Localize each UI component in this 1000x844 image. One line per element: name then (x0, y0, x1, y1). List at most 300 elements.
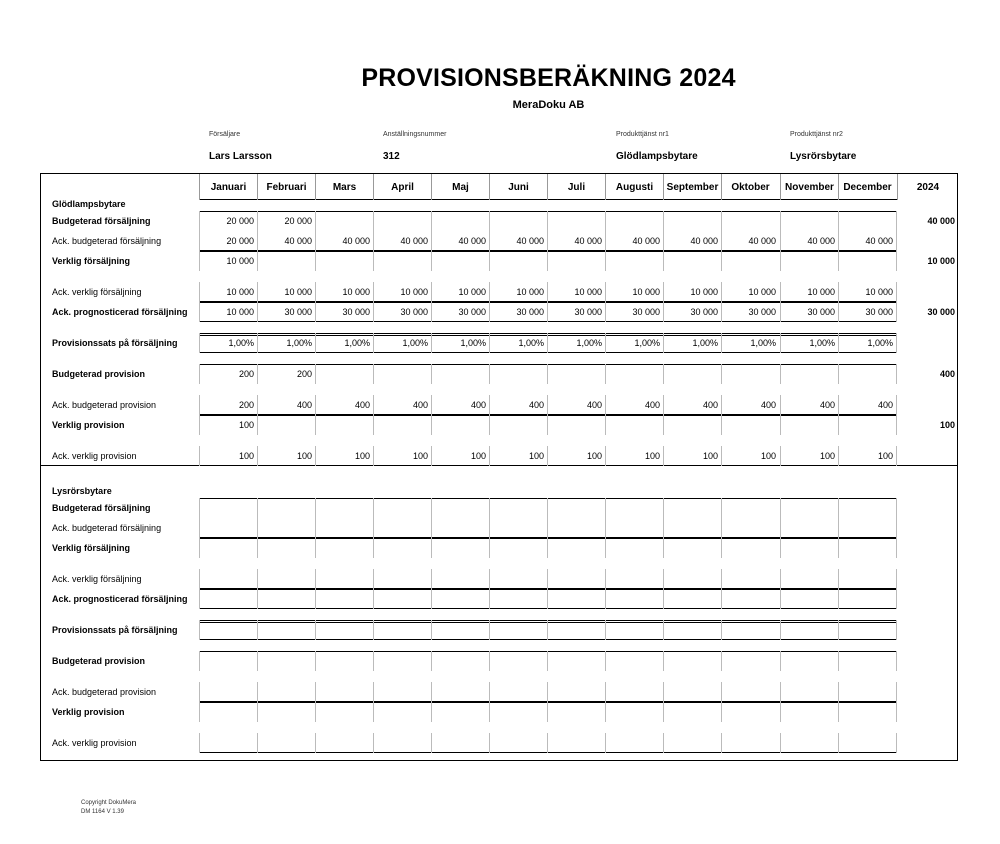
table-cell[interactable]: 10 000 (632, 287, 660, 297)
cell-separator (373, 733, 374, 753)
cell-separator (721, 569, 722, 589)
cell-separator (315, 682, 316, 702)
cell-separator (663, 682, 664, 702)
cell-separator (780, 620, 781, 640)
month-header: September (663, 174, 721, 200)
cell-separator (838, 569, 839, 589)
cell-separator (489, 569, 490, 589)
table-cell[interactable]: 20 000 (226, 236, 254, 246)
cell-separator (547, 538, 548, 558)
table-cell[interactable]: 1,00% (809, 338, 835, 348)
cell-separator (721, 651, 722, 671)
cell-separator (489, 251, 490, 271)
row-label: Ack. prognosticerad försäljning (52, 307, 188, 317)
cell-separator (605, 538, 606, 558)
cell-separator (838, 415, 839, 435)
cell-separator (721, 589, 722, 609)
table-cell[interactable]: 30 000 (807, 307, 835, 317)
row-total: 400 (939, 369, 955, 379)
cell-separator (780, 211, 781, 231)
table-cell[interactable]: 400 (354, 400, 370, 410)
cell-separator (547, 498, 548, 518)
table-cell[interactable]: 10 000 (574, 287, 602, 297)
cell-separator (605, 733, 606, 753)
row-label: Verklig försäljning (52, 256, 131, 266)
cell-separator (373, 589, 374, 609)
cell-separator (780, 702, 781, 722)
month-header: April (373, 174, 431, 200)
cell-separator (489, 498, 490, 518)
cell-separator (896, 589, 897, 609)
cell-separator (431, 733, 432, 753)
table-cell[interactable]: 400 (819, 400, 835, 410)
cell-separator (780, 364, 781, 384)
row-label: Provisionssats på försäljning (52, 625, 178, 635)
cell-separator (838, 538, 839, 558)
copyright-line: Copyright DokuMera (81, 800, 137, 806)
cell-separator (780, 498, 781, 518)
table-cell[interactable]: 30 000 (400, 307, 428, 317)
month-header: December (838, 174, 896, 200)
cell-separator (373, 518, 374, 538)
cell-separator (373, 211, 374, 231)
company-name: MeraDoku AB (512, 99, 585, 111)
table-cell[interactable]: 400 (644, 400, 660, 410)
cell-separator (199, 702, 200, 722)
cell-separator (663, 702, 664, 722)
cell-separator (605, 682, 606, 702)
cell-separator (315, 498, 316, 518)
cell-separator (838, 211, 839, 231)
table-row (199, 651, 897, 671)
cell-separator (780, 569, 781, 589)
table-cell[interactable]: 10 000 (342, 287, 370, 297)
cell-separator (431, 251, 432, 271)
cell-separator (663, 415, 664, 435)
table-cell[interactable]: 100 (644, 451, 660, 461)
table-cell[interactable]: 20 000 (284, 216, 312, 226)
table-cell[interactable]: 1,00% (867, 338, 893, 348)
table-cell[interactable]: 30 000 (516, 307, 544, 317)
table-cell[interactable]: 400 (760, 400, 776, 410)
cell-separator (547, 211, 548, 231)
table-cell[interactable]: 1,00% (460, 338, 486, 348)
cell-separator (257, 538, 258, 558)
cell-separator (373, 538, 374, 558)
cell-separator (896, 651, 897, 671)
info-value: Lysrörsbytare (790, 151, 857, 162)
row-total: 40 000 (927, 216, 955, 226)
table-cell[interactable]: 100 (412, 451, 428, 461)
table-cell[interactable]: 1,00% (518, 338, 544, 348)
table-cell[interactable]: 1,00% (402, 338, 428, 348)
table-cell[interactable]: 100 (296, 451, 312, 461)
cell-separator (315, 651, 316, 671)
cell-separator (780, 682, 781, 702)
cell-separator (838, 251, 839, 271)
month-header: November (780, 174, 838, 200)
table-cell[interactable]: 30 000 (865, 307, 893, 317)
table-cell[interactable]: 30 000 (458, 307, 486, 317)
cell-separator (896, 282, 897, 302)
cell-separator (489, 538, 490, 558)
table-row (199, 538, 897, 558)
cell-separator (315, 518, 316, 538)
cell-separator (721, 733, 722, 753)
table-cell[interactable]: 400 (702, 400, 718, 410)
cell-separator (489, 620, 490, 640)
cell-separator (838, 651, 839, 671)
cell-separator (663, 589, 664, 609)
cell-separator (721, 682, 722, 702)
table-row (199, 682, 897, 702)
table-cell[interactable]: 10 000 (690, 287, 718, 297)
table-cell[interactable]: 10 000 (226, 287, 254, 297)
row-total: 100 (939, 420, 955, 430)
table-cell[interactable]: 10 000 (226, 307, 254, 317)
cell-separator (257, 682, 258, 702)
cell-separator (547, 733, 548, 753)
table-row (199, 702, 897, 722)
section-title: Glödlampsbytare (52, 199, 126, 209)
cell-separator (199, 518, 200, 538)
cell-separator (431, 211, 432, 231)
table-row (199, 620, 897, 640)
cell-separator (257, 620, 258, 640)
table-cell[interactable]: 10 000 (400, 287, 428, 297)
table-cell[interactable]: 40 000 (284, 236, 312, 246)
cell-separator (199, 569, 200, 589)
table-cell[interactable]: 100 (586, 451, 602, 461)
cell-separator (489, 211, 490, 231)
cell-separator (489, 364, 490, 384)
cell-separator (780, 415, 781, 435)
row-label: Ack. verklig provision (52, 738, 137, 748)
cell-separator (373, 620, 374, 640)
cell-separator (315, 251, 316, 271)
info-label: Produkttjänst nr2 (790, 131, 843, 138)
cell-separator (896, 682, 897, 702)
cell-separator (199, 682, 200, 702)
table-cell[interactable]: 40 000 (632, 236, 660, 246)
cell-separator (663, 620, 664, 640)
table-cell[interactable]: 1,00% (750, 338, 776, 348)
cell-separator (489, 518, 490, 538)
table-cell[interactable]: 40 000 (865, 236, 893, 246)
table-row (199, 569, 897, 589)
month-header: Oktober (721, 174, 779, 200)
cell-separator (721, 415, 722, 435)
cell-separator (838, 702, 839, 722)
copyright-line: DM 1164 V 1.39 (81, 809, 124, 815)
table-cell[interactable]: 100 (819, 451, 835, 461)
cell-separator (780, 538, 781, 558)
cell-separator (547, 364, 548, 384)
cell-separator (896, 620, 897, 640)
row-label: Ack. verklig provision (52, 451, 137, 461)
cell-separator (489, 651, 490, 671)
cell-separator (605, 364, 606, 384)
table-cell[interactable]: 40 000 (574, 236, 602, 246)
table-cell[interactable]: 1,00% (286, 338, 312, 348)
cell-separator (257, 498, 258, 518)
cell-separator (605, 251, 606, 271)
cell-separator (315, 415, 316, 435)
cell-separator (663, 569, 664, 589)
table-cell[interactable]: 400 (296, 400, 312, 410)
cell-separator (489, 733, 490, 753)
table-cell[interactable]: 400 (877, 400, 893, 410)
table-cell[interactable]: 40 000 (400, 236, 428, 246)
cell-separator (199, 733, 200, 753)
cell-separator (721, 211, 722, 231)
cell-separator (780, 589, 781, 609)
table-cell[interactable]: 20 000 (226, 216, 254, 226)
table-cell[interactable]: 1,00% (344, 338, 370, 348)
cell-separator (547, 682, 548, 702)
cell-separator (431, 569, 432, 589)
table-cell[interactable]: 1,00% (634, 338, 660, 348)
cell-separator (547, 702, 548, 722)
info-label: Försäljare (209, 131, 241, 138)
cell-separator (896, 518, 897, 538)
table-row (199, 733, 897, 753)
table-cell[interactable]: 40 000 (342, 236, 370, 246)
table-row (199, 518, 897, 538)
cell-separator (431, 651, 432, 671)
cell-separator (315, 702, 316, 722)
table-cell[interactable]: 200 (296, 369, 312, 379)
table-cell[interactable]: 100 (877, 451, 893, 461)
month-header: Mars (315, 174, 373, 200)
cell-separator (547, 651, 548, 671)
cell-separator (896, 569, 897, 589)
cell-separator (663, 518, 664, 538)
cell-separator (431, 538, 432, 558)
cell-separator (663, 538, 664, 558)
cell-separator (663, 733, 664, 753)
table-cell[interactable]: 30 000 (748, 307, 776, 317)
table-cell[interactable]: 200 (238, 400, 254, 410)
cell-separator (605, 651, 606, 671)
table-cell[interactable]: 30 000 (342, 307, 370, 317)
table-cell[interactable]: 30 000 (690, 307, 718, 317)
table-cell[interactable]: 1,00% (228, 338, 254, 348)
cell-separator (547, 569, 548, 589)
cell-separator (547, 589, 548, 609)
cell-separator (605, 702, 606, 722)
cell-separator (199, 498, 200, 518)
cell-separator (431, 682, 432, 702)
cell-separator (373, 702, 374, 722)
cell-separator (373, 682, 374, 702)
table-cell[interactable]: 100 (760, 451, 776, 461)
cell-separator (431, 518, 432, 538)
row-label: Budgeterad provision (52, 369, 146, 379)
cell-separator (199, 651, 200, 671)
table-row (199, 415, 897, 435)
month-header: Maj (431, 174, 489, 200)
cell-separator (721, 518, 722, 538)
cell-separator (605, 518, 606, 538)
cell-separator (838, 589, 839, 609)
table-cell[interactable]: 100 (470, 451, 486, 461)
cell-separator (721, 251, 722, 271)
cell-separator (257, 569, 258, 589)
row-total: 30 000 (927, 307, 955, 317)
table-cell[interactable]: 40 000 (748, 236, 776, 246)
table-cell[interactable]: 400 (470, 400, 486, 410)
cell-separator (489, 702, 490, 722)
table-cell[interactable]: 100 (354, 451, 370, 461)
page-title: PROVISIONSBERÄKNING 2024 (361, 64, 736, 92)
cell-separator (315, 733, 316, 753)
cell-separator (838, 733, 839, 753)
cell-separator (199, 538, 200, 558)
cell-separator (780, 251, 781, 271)
cell-separator (663, 498, 664, 518)
cell-separator (257, 251, 258, 271)
info-label: Anställningsnummer (383, 131, 447, 138)
cell-separator (373, 498, 374, 518)
cell-separator (838, 682, 839, 702)
cell-separator (431, 498, 432, 518)
row-label: Ack. budgeterad provision (52, 400, 157, 410)
cell-separator (605, 211, 606, 231)
cell-separator (780, 733, 781, 753)
cell-separator (838, 620, 839, 640)
table-cell[interactable]: 10 000 (458, 287, 486, 297)
cell-separator (199, 589, 200, 609)
table-cell[interactable]: 200 (238, 369, 254, 379)
table-cell[interactable]: 40 000 (516, 236, 544, 246)
info-value: 312 (383, 151, 400, 162)
table-cell[interactable]: 10 000 (284, 287, 312, 297)
row-label: Verklig försäljning (52, 543, 131, 553)
cell-separator (431, 589, 432, 609)
section-title: Lysrörsbytare (52, 486, 112, 496)
cell-separator (721, 538, 722, 558)
cell-separator (605, 498, 606, 518)
cell-separator (663, 211, 664, 231)
row-label: Ack. budgeterad provision (52, 687, 157, 697)
info-value: Glödlampsbytare (616, 151, 698, 162)
cell-separator (547, 415, 548, 435)
cell-separator (373, 415, 374, 435)
cell-separator (780, 518, 781, 538)
cell-separator (547, 251, 548, 271)
cell-separator (605, 589, 606, 609)
row-label: Budgeterad försäljning (52, 216, 151, 226)
table-cell[interactable]: 10 000 (865, 287, 893, 297)
cell-separator (605, 620, 606, 640)
table-row (199, 251, 897, 271)
cell-separator (257, 518, 258, 538)
cell-separator (257, 733, 258, 753)
month-header: Augusti (605, 174, 663, 200)
cell-separator (663, 651, 664, 671)
month-header: Juli (547, 174, 605, 200)
table-cell[interactable]: 100 (702, 451, 718, 461)
info-value: Lars Larsson (209, 151, 272, 162)
row-total: 10 000 (927, 256, 955, 266)
row-label: Ack. verklig försäljning (52, 287, 142, 297)
table-cell[interactable]: 400 (586, 400, 602, 410)
table-cell[interactable]: 1,00% (692, 338, 718, 348)
month-header: Januari (199, 174, 257, 200)
table-cell[interactable]: 100 (238, 420, 254, 430)
cell-separator (431, 702, 432, 722)
info-label: Produkttjänst nr1 (616, 131, 669, 138)
table-cell[interactable]: 10 000 (807, 287, 835, 297)
cell-separator (257, 702, 258, 722)
cell-separator (489, 682, 490, 702)
table-cell[interactable]: 30 000 (632, 307, 660, 317)
cell-separator (663, 364, 664, 384)
year-header: 2024 (897, 174, 958, 200)
table-row (199, 589, 897, 609)
cell-separator (315, 569, 316, 589)
table-cell[interactable]: 30 000 (574, 307, 602, 317)
row-label: Provisionssats på försäljning (52, 338, 178, 348)
cell-separator (489, 589, 490, 609)
cell-separator (721, 364, 722, 384)
cell-separator (721, 498, 722, 518)
table-cell[interactable]: 400 (412, 400, 428, 410)
table-cell[interactable]: 10 000 (226, 256, 254, 266)
row-label: Budgeterad försäljning (52, 503, 151, 513)
cell-separator (838, 498, 839, 518)
cell-separator (431, 620, 432, 640)
table-cell[interactable]: 40 000 (690, 236, 718, 246)
cell-separator (838, 518, 839, 538)
cell-separator (431, 415, 432, 435)
table-cell[interactable]: 10 000 (748, 287, 776, 297)
table-cell[interactable]: 40 000 (458, 236, 486, 246)
cell-separator (199, 620, 200, 640)
row-label: Budgeterad provision (52, 656, 146, 666)
table-row (199, 498, 897, 518)
table-cell[interactable]: 100 (528, 451, 544, 461)
table-cell[interactable]: 400 (528, 400, 544, 410)
cell-separator (315, 211, 316, 231)
cell-separator (780, 651, 781, 671)
cell-separator (896, 333, 897, 353)
cell-separator (373, 651, 374, 671)
cell-separator (896, 733, 897, 753)
cell-separator (896, 538, 897, 558)
cell-separator (373, 251, 374, 271)
row-label: Ack. budgeterad försäljning (52, 236, 162, 246)
row-label: Verklig provision (52, 707, 125, 717)
table-cell[interactable]: 10 000 (516, 287, 544, 297)
table-cell[interactable]: 1,00% (576, 338, 602, 348)
cell-separator (547, 620, 548, 640)
row-label: Verklig provision (52, 420, 125, 430)
table-cell[interactable]: 100 (238, 451, 254, 461)
cell-separator (257, 415, 258, 435)
table-cell[interactable]: 40 000 (807, 236, 835, 246)
month-header: Juni (489, 174, 547, 200)
cell-separator (663, 251, 664, 271)
cell-separator (547, 518, 548, 538)
cell-separator (315, 589, 316, 609)
cell-separator (315, 538, 316, 558)
table-cell[interactable]: 30 000 (284, 307, 312, 317)
cell-separator (721, 702, 722, 722)
cell-separator (838, 364, 839, 384)
cell-separator (315, 620, 316, 640)
